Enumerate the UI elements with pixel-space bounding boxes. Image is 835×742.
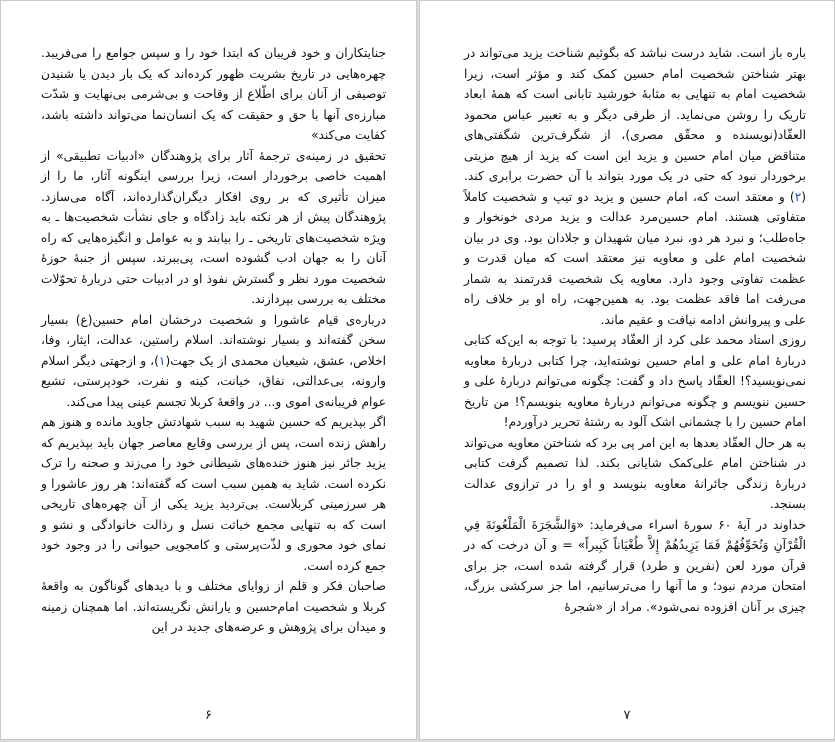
paragraph-text: )، و ازجهتی دیگر اسلام وارونه، بی‌عدالتی، نفاق، خیانت، کینه و نفرت، خودپرستی، تشیع عوام فریبانه‌ی اموی و... در واقعهٔ کربلا تجسم عینی پیدا می‌کند. (41, 353, 386, 409)
paragraph: جنایتکاران و خود فریبان که ابتدا خود را و سپس جوامع را می‌فریبد. چهره‌هایی در تاریخ بشریت ظهور کرده‌اند که یک بار دیدن یا شنیدن توصیفی از آنان برای اطّلاع از وقاحت و بی‌شرمی بی‌نهایت و شدّت مبارزه‌ی آنها با حق و حقیقت که یک انسان‌نما می‌تواند داشته باشد، کفایت می‌کند» (41, 46, 386, 142)
paragraph: صاحبان فکر و قلم از زوایای مختلف و با دیدهای گوناگون به واقعهٔ کربلا و شخصیت امام‌حسین و یارانش نگریسته‌اند. اما همچنان زمینه و میدان برای پژوهش و عرضه‌های جدید در این (41, 579, 386, 634)
paragraph (41, 310, 386, 413)
footnote-ref-1[interactable]: ۱ (158, 353, 166, 368)
page-right (419, 0, 835, 740)
paragraph: به هر حال العقّاد بعدها به این امر پی برد که شناختن معاویه می‌تواند در شناختن امام علی‌کمک شایانی بکند. لذا تصمیم گرفت کتابی دربارهٔ زندگی جائرانهٔ معاویه بنویسد و او را در ترازوی عدالت بسنجد. (464, 435, 806, 511)
paragraph-text: ) و معتقد است که، امام حسین و یزید دو تیپ و شخصیت کاملاً متفاوتی هستند. امام حسین‌مرد عدالت و یزید مردی خونخوار و جاه‌طلب؛ و نبرد هر دو، نبرد میان شهیدان و جلادان بود. وی در بیان شخصیت امام علی و معاویه نیز معتقد است که میان قدرت و عظمت تفاوتی وجود دارد. معاویه یک شخصیت قدرتمند به شمار می‌رفت اما فاقد عظمت بود. به همین‌جهت، راه او بر خلاف راه علی و پیروانش ادامه نیافت و عقیم ماند. (464, 189, 806, 327)
paragraph (464, 43, 806, 330)
footnote-ref-2[interactable]: ۲ (794, 189, 802, 204)
paragraph: اگر بپذیریم که حسین شهید به سبب شهادتش جاوید مانده و هنوز هم راهش زنده است، پس از بررسی وقایع معاصر جهان باید بپذیریم که یزید جائر نیز هنوز خنده‌های شیطانی خود را می‌زند و صحنه را ترک نکرده است. شاید به همین سبب است که گفته‌اند: هر روز عاشورا و هر سرزمینی کربلاست. بی‌تردید یزید یکی از آن چهره‌های تاریخی است که به تنهایی مجمع خباثت نسل و رذالت خانوادگی و نشو و نمای خود محوری و لذّت‌پرستی و کامجویی حیوانی را در وجود خود جمع کرده است. (41, 415, 386, 573)
page-left-text (41, 43, 386, 638)
paragraph: تحقیق در زمینه‌ی ترجمهٔ آثار برای پژوهندگان «ادبیات تطبیقی» از اهمیت خاصی برخوردار است، زیرا بررسی اینگونه آثار، ما را از میزان تأثیری که بر روی افکار دیگران‌گذارده‌اند، آگاه می‌سازد. پژوهندگان پیش از هر نکته باید زادگاه و جای نشأت شخصیت‌ها ـ به ویژه شخصیت‌های تاریخی ـ را بیابند و به عوامل و انگیزه‌هایی که راه آنان را به جهان ادب گشوده است، پی‌ببرند. سپس از جنبهٔ حوزهٔ شخصیت مورد نظر و گسترش نفوذ او در ادبیات حتی دربارهٔ تحوّلات مختلف به بررسی بپردازند. (41, 148, 386, 306)
paragraph: خداوند در آیهٔ ۶۰ سورهٔ اسراء می‌فرماید: «وَالشَّجَرَةَ الْمَلْعُونَةَ فِي الْقُرْآنِ وَنُخَوِّفُهُمْ فَمَا يَزِيدُهُمْ إِلاَّ طُغْيَاناً كَبِيراً» = و آن درخت که در قرآن مورد لعن (نفرین و طرد) قرار گرفته شده است، جز برای امتحان مردم نبود؛ و ما آنها را می‌ترسانیم، اما جز سرکشی بزرگ، چیزی بر آنان افزوده نمی‌شود». مراد از «شجرهٔ (464, 517, 806, 614)
page-number: ۶ (205, 708, 212, 723)
page-left (0, 0, 417, 740)
paragraph: روزی استاد محمد علی کرد از العقّاد پرسید: با توجه به این‌که کتابی دربارهٔ امام علی و امام حسین نوشته‌اید، چرا کتابی دربارهٔ معاویه نمی‌نویسید؟! العقّاد پاسخ داد و گفت: چگونه می‌توانم دربارهٔ علی و حسین ننویسم و چگونه می‌توانم دربارهٔ معاویه بنویسم؟! من تاریخ امام حسین را با چشمانی اشک آلود به رشتهٔ تحریر درآوردم! (464, 333, 806, 429)
page-number: ۷ (623, 708, 631, 723)
paragraph-text: باره باز است. شاید درست نباشد که بگوئیم شناخت یزید می‌تواند در بهتر شناختن شخصیت امام حسین کمک کند و مؤثر است، زیرا شخصیت امام به تنهایی به مثابهٔ خورشید تابانی است که همهٔ ابعاد تاریک را روشن می‌نماید. از طرفی دیگر و به تعبیر عباس محمود العقّاد(نویسنده و محقّق مصری)، از شگرف‌ترین شگفتی‌های متناقض میان امام حسین و یزید این است که یزید از هیچ مزیتی برخوردار نبود که حتی در یک مورد بتواند با آن حضرت برابری کند.( (464, 46, 806, 204)
page-right-text (464, 43, 806, 617)
paragraph-text: درباره‌ی قیام عاشورا و شخصیت درخشان امام حسین(ع) بسیار سخن گفته‌اند و بسیار نوشته‌اند. اسلام راستین، عدالت، ایثار، وفا، اخلاص، عشق، شیعیان محمدی از یک جهت( (41, 312, 387, 368)
